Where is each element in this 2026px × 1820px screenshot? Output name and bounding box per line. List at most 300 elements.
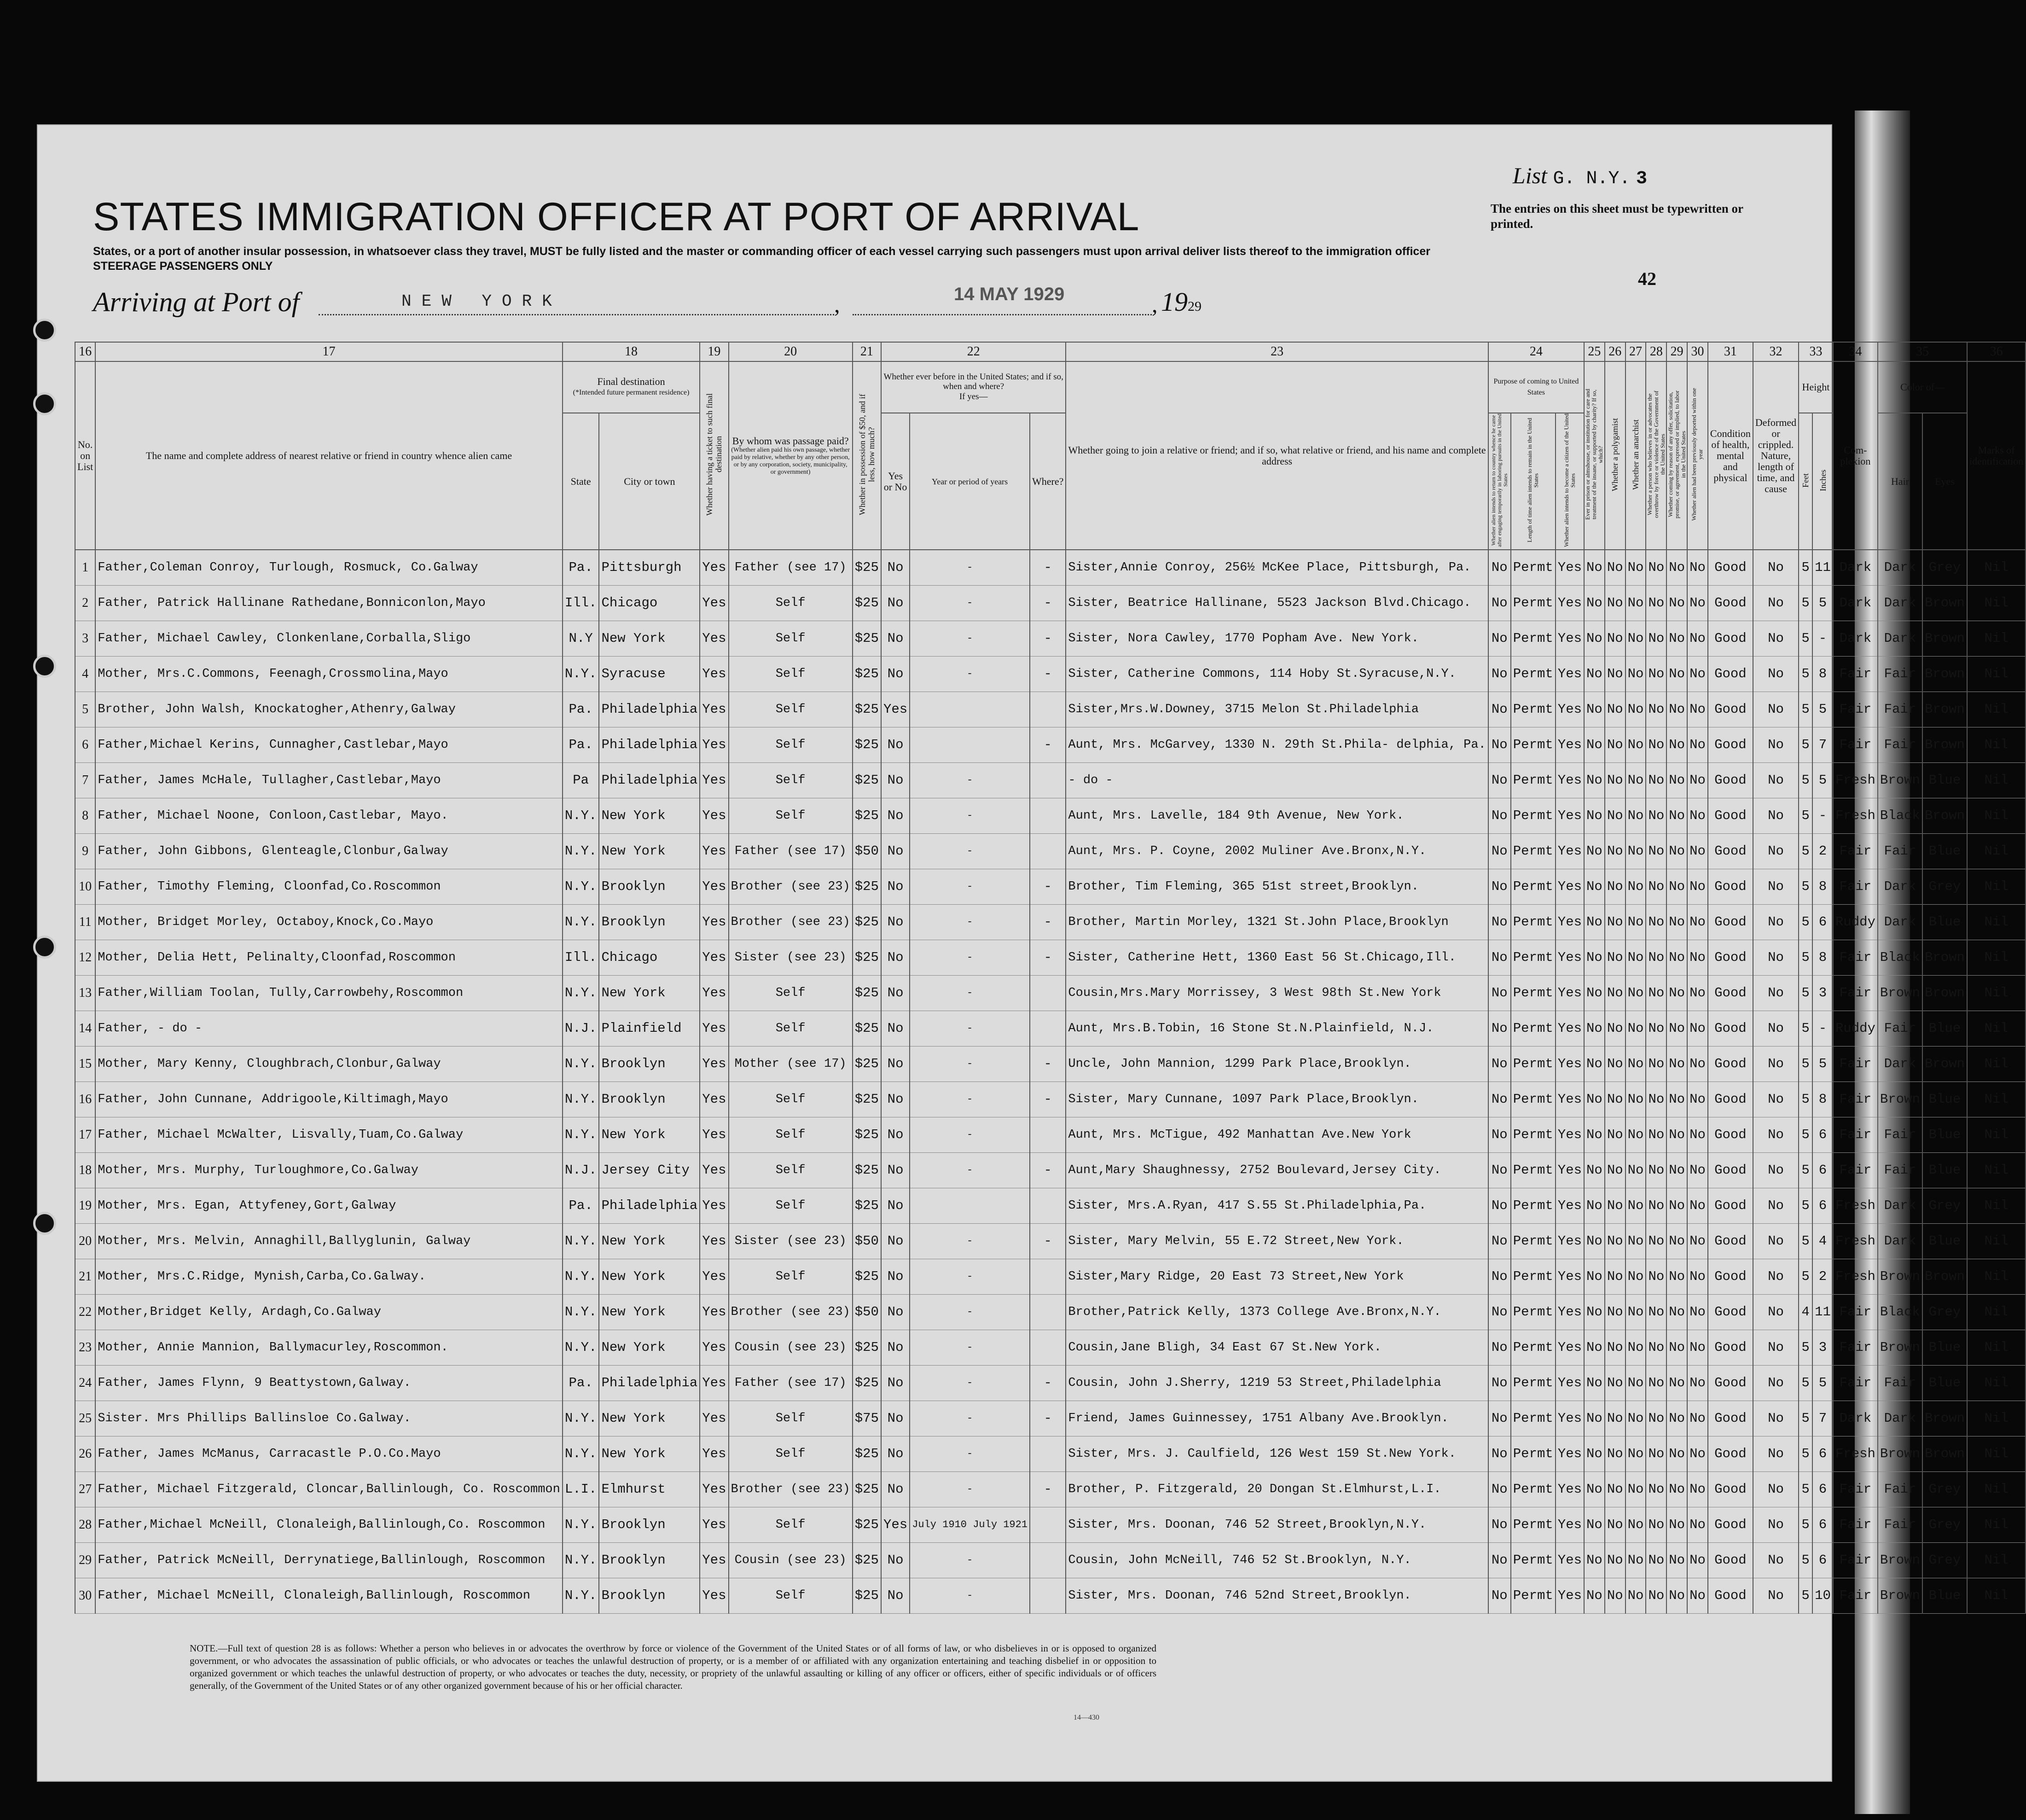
- footnote: NOTE.—Full text of question 28 is as follows: Whether a person who believes in or advocates the overthrow by force or violence of the Government of the United States or of all forms of law, or who disbelieves in or is opposed to organized government, or who advocates the assassination of public officials, or who advocates or teaches the unlawful destruction of property, or is a member of or affiliated with any organization entertaining and teaching disbelief in or opposition to organized government or which teaches the unlawful destruction of property, or who advocates or teaches the duty, necessity, or propriety of the unlawful assaulting or killing of any officer or officers, either of specific individuals or of officers generally, of the Government of the United States or of any other organized government because of his or her official character.: [190, 1643, 1156, 1691]
- hair-cell: Brown: [1878, 1082, 1922, 1117]
- polygamist-cell: No: [1605, 1507, 1625, 1543]
- city-cell: Chicago: [599, 586, 700, 621]
- hair-cell: Dark: [1878, 1224, 1922, 1259]
- eyes-cell: Blue: [1922, 1153, 1967, 1188]
- before-where-cell: [1030, 1295, 1066, 1330]
- complexion-cell: Fresh: [1833, 1188, 1878, 1224]
- city-cell: New York: [599, 976, 700, 1011]
- before-year-cell: -: [910, 621, 1030, 657]
- polygamist-cell: No: [1605, 1472, 1625, 1507]
- joining-cell: Brother, P. Fitzgerald, 20 Dongan St.Elmhurst,L.I.: [1066, 1472, 1488, 1507]
- binder-hole: [33, 936, 56, 959]
- deported-cell: No: [1687, 1436, 1708, 1472]
- q28-cell: No: [1646, 1366, 1666, 1401]
- table-row: [75, 692, 2026, 727]
- before-year-cell: July 1910 July 1921: [910, 1507, 1030, 1543]
- anarchist-cell: No: [1625, 1259, 1646, 1295]
- marks-cell: Nil: [1967, 586, 2026, 621]
- before-year-cell: -: [910, 550, 1030, 586]
- eyes-cell: Blue: [1922, 1366, 1967, 1401]
- joining-cell: Brother,Patrick Kelly, 1373 College Ave.Bronx,N.Y.: [1066, 1295, 1488, 1330]
- anarchist-cell: No: [1625, 1295, 1646, 1330]
- city-cell: New York: [599, 621, 700, 657]
- before-cell: No: [881, 1401, 910, 1436]
- q29-cell: No: [1666, 834, 1687, 869]
- deported-cell: No: [1687, 763, 1708, 798]
- ticket-cell: Yes: [700, 1507, 728, 1543]
- passage-paid-cell: Self: [729, 1401, 853, 1436]
- deported-cell: No: [1687, 1366, 1708, 1401]
- state-cell: Ill.: [563, 586, 599, 621]
- inches-cell: 3: [1812, 976, 1833, 1011]
- length-of-stay-cell: Permt: [1511, 940, 1556, 976]
- header-ticket: [700, 361, 728, 550]
- prison-cell: No: [1584, 1259, 1605, 1295]
- feet-cell: 5: [1799, 1082, 1812, 1117]
- port-line: [319, 314, 834, 315]
- passage-paid-cell: Self: [729, 1436, 853, 1472]
- q28-cell: No: [1646, 1436, 1666, 1472]
- eyes-cell: Grey: [1922, 1295, 1967, 1330]
- hair-cell: Brown: [1878, 763, 1922, 798]
- feet-cell: 5: [1799, 905, 1812, 940]
- return-intent-cell: No: [1488, 1330, 1511, 1366]
- deported-cell: No: [1687, 657, 1708, 692]
- before-year-cell: -: [910, 869, 1030, 905]
- health-cell: Good: [1708, 692, 1753, 727]
- header-return-intent-text: Whether alien intends to return to country whence he came after engaging temporarily in laboring pursuits in the United States: [1490, 413, 1509, 547]
- length-of-stay-cell: Permt: [1511, 1224, 1556, 1259]
- money-cell: $25: [853, 550, 881, 586]
- deformed-cell: No: [1753, 905, 1799, 940]
- return-intent-cell: No: [1488, 1472, 1511, 1507]
- complexion-cell: Fresh: [1833, 798, 1878, 834]
- table-row: [75, 1401, 2026, 1436]
- col-number: 35: [1878, 342, 1967, 361]
- header-health: Condition of health, mental and physical: [1708, 361, 1753, 550]
- state-cell: N.Y.: [563, 905, 599, 940]
- citizen-intent-cell: Yes: [1556, 1330, 1584, 1366]
- row-number: 9: [75, 834, 95, 869]
- passage-paid-cell: Cousin (see 23): [729, 1330, 853, 1366]
- citizen-intent-cell: Yes: [1556, 940, 1584, 976]
- state-cell: Pa.: [563, 550, 599, 586]
- money-cell: $25: [853, 692, 881, 727]
- eyes-cell: Brown: [1922, 727, 1967, 763]
- polygamist-cell: No: [1605, 692, 1625, 727]
- q29-cell: No: [1666, 1259, 1687, 1295]
- before-year-cell: -: [910, 940, 1030, 976]
- return-intent-cell: No: [1488, 1295, 1511, 1330]
- length-of-stay-cell: Permt: [1511, 1082, 1556, 1117]
- feet-cell: 5: [1799, 976, 1812, 1011]
- city-cell: Elmhurst: [599, 1472, 700, 1507]
- health-cell: Good: [1708, 727, 1753, 763]
- feet-cell: 5: [1799, 692, 1812, 727]
- relative-cell: Father, Patrick Hallinane Rathedane,Bonniconlon,Mayo: [95, 586, 563, 621]
- date-stamp: 14 MAY 1929: [954, 284, 1065, 304]
- state-cell: N.Y.: [563, 1259, 599, 1295]
- return-intent-cell: No: [1488, 1082, 1511, 1117]
- marks-cell: Nil: [1967, 1330, 2026, 1366]
- city-cell: Brooklyn: [599, 1543, 700, 1578]
- header-final-destination-title: Final destination: [597, 376, 665, 387]
- eyes-cell: Grey: [1922, 869, 1967, 905]
- col-number: 21: [853, 342, 881, 361]
- deported-cell: No: [1687, 905, 1708, 940]
- prison-cell: No: [1584, 1401, 1605, 1436]
- header-citizen-intent: [1556, 413, 1584, 550]
- feet-cell: 5: [1799, 1330, 1812, 1366]
- before-cell: No: [881, 869, 910, 905]
- deformed-cell: No: [1753, 1366, 1799, 1401]
- q28-cell: No: [1646, 1507, 1666, 1543]
- health-cell: Good: [1708, 586, 1753, 621]
- prison-cell: No: [1584, 834, 1605, 869]
- deported-cell: No: [1687, 1543, 1708, 1578]
- q28-cell: No: [1646, 763, 1666, 798]
- joining-cell: Sister, Mary Cunnane, 1097 Park Place,Brooklyn.: [1066, 1082, 1488, 1117]
- complexion-cell: Fair: [1833, 1330, 1878, 1366]
- inches-cell: 8: [1812, 940, 1833, 976]
- q28-cell: No: [1646, 1401, 1666, 1436]
- manifest-page: [37, 124, 2024, 1782]
- eyes-cell: Blue: [1922, 763, 1967, 798]
- col-number: 30: [1687, 342, 1708, 361]
- joining-cell: Cousin, John J.Sherry, 1219 53 Street,Philadelphia: [1066, 1366, 1488, 1401]
- before-where-cell: [1030, 1259, 1066, 1295]
- before-where-cell: [1030, 1188, 1066, 1224]
- money-cell: $25: [853, 657, 881, 692]
- q29-cell: No: [1666, 763, 1687, 798]
- return-intent-cell: No: [1488, 1578, 1511, 1614]
- marks-cell: Nil: [1967, 834, 2026, 869]
- header-deformed: Deformed or crippled. Nature, length of time, and cause: [1753, 361, 1799, 550]
- joining-cell: Brother, Martin Morley, 1321 St.John Place,Brooklyn: [1066, 905, 1488, 940]
- return-intent-cell: No: [1488, 1543, 1511, 1578]
- hair-cell: Fair: [1878, 727, 1922, 763]
- col-number: 27: [1625, 342, 1646, 361]
- q28-cell: No: [1646, 940, 1666, 976]
- before-cell: No: [881, 621, 910, 657]
- header-inches-text: Inches: [1818, 469, 1828, 491]
- prison-cell: No: [1584, 692, 1605, 727]
- anarchist-cell: No: [1625, 1188, 1646, 1224]
- anarchist-cell: No: [1625, 1401, 1646, 1436]
- binder-hole: [33, 319, 56, 342]
- inches-cell: 7: [1812, 1401, 1833, 1436]
- health-cell: Good: [1708, 834, 1753, 869]
- col-number: 26: [1605, 342, 1625, 361]
- deformed-cell: No: [1753, 692, 1799, 727]
- deported-cell: No: [1687, 1188, 1708, 1224]
- before-year-cell: -: [910, 905, 1030, 940]
- citizen-intent-cell: Yes: [1556, 550, 1584, 586]
- header-anarchist: [1625, 361, 1646, 550]
- feet-cell: 5: [1799, 834, 1812, 869]
- q29-cell: No: [1666, 1578, 1687, 1614]
- before-cell: No: [881, 798, 910, 834]
- before-cell: No: [881, 1295, 910, 1330]
- row-number: 22: [75, 1295, 95, 1330]
- health-cell: Good: [1708, 1578, 1753, 1614]
- health-cell: Good: [1708, 1153, 1753, 1188]
- q28-cell: No: [1646, 1224, 1666, 1259]
- before-cell: No: [881, 905, 910, 940]
- anarchist-cell: No: [1625, 1047, 1646, 1082]
- header-feet: [1799, 413, 1812, 550]
- q28-cell: No: [1646, 621, 1666, 657]
- money-cell: $25: [853, 1472, 881, 1507]
- ticket-cell: Yes: [700, 621, 728, 657]
- eyes-cell: Blue: [1922, 1011, 1967, 1047]
- header-before-in-us-title: Whether ever before in the United States; and if so, when and where?: [883, 372, 1063, 391]
- col-number: 29: [1666, 342, 1687, 361]
- q29-cell: No: [1666, 1153, 1687, 1188]
- money-cell: $25: [853, 1188, 881, 1224]
- prison-cell: No: [1584, 1366, 1605, 1401]
- before-where-cell: [1030, 1330, 1066, 1366]
- health-cell: Good: [1708, 1401, 1753, 1436]
- col-number: 16: [75, 342, 95, 361]
- deported-cell: No: [1687, 1401, 1708, 1436]
- before-where-cell: -: [1030, 586, 1066, 621]
- joining-cell: Aunt, Mrs.B.Tobin, 16 Stone St.N.Plainfield, N.J.: [1066, 1011, 1488, 1047]
- relative-cell: Father, Michael Cawley, Clonkenlane,Corballa,Sligo: [95, 621, 563, 657]
- header-deported: [1687, 361, 1708, 550]
- city-cell: Brooklyn: [599, 1507, 700, 1543]
- prison-cell: No: [1584, 1330, 1605, 1366]
- table-row: [75, 798, 2026, 834]
- joining-cell: Sister, Mary Melvin, 55 E.72 Street,New York.: [1066, 1224, 1488, 1259]
- relative-cell: Sister. Mrs Phillips Ballinsloe Co.Galway.: [95, 1401, 563, 1436]
- return-intent-cell: No: [1488, 905, 1511, 940]
- q28-cell: No: [1646, 834, 1666, 869]
- q29-cell: No: [1666, 976, 1687, 1011]
- q29-cell: No: [1666, 1011, 1687, 1047]
- money-cell: $25: [853, 1436, 881, 1472]
- relative-cell: Father, James McHale, Tullagher,Castlebar,Mayo: [95, 763, 563, 798]
- before-cell: No: [881, 1259, 910, 1295]
- polygamist-cell: No: [1605, 869, 1625, 905]
- before-cell: No: [881, 834, 910, 869]
- before-year-cell: -: [910, 1117, 1030, 1153]
- eyes-cell: Grey: [1922, 1472, 1967, 1507]
- prison-cell: No: [1584, 940, 1605, 976]
- table-row: [75, 727, 2026, 763]
- money-cell: $25: [853, 1543, 881, 1578]
- feet-cell: 5: [1799, 1472, 1812, 1507]
- relative-cell: Mother, Bridget Morley, Octaboy,Knock,Co.Mayo: [95, 905, 563, 940]
- list-label: [1513, 162, 1647, 189]
- row-number: 6: [75, 727, 95, 763]
- row-number: 17: [75, 1117, 95, 1153]
- q29-cell: No: [1666, 621, 1687, 657]
- joining-cell: Uncle, John Mannion, 1299 Park Place,Brooklyn.: [1066, 1047, 1488, 1082]
- money-cell: $50: [853, 1224, 881, 1259]
- polygamist-cell: No: [1605, 1366, 1625, 1401]
- header-state: State: [563, 413, 599, 550]
- joining-cell: Aunt, Mrs. McGarvey, 1330 N. 29th St.Phila- delphia, Pa.: [1066, 727, 1488, 763]
- table-row: [75, 940, 2026, 976]
- row-number: 27: [75, 1472, 95, 1507]
- q28-cell: No: [1646, 657, 1666, 692]
- q28-cell: No: [1646, 1472, 1666, 1507]
- inches-cell: 11: [1812, 1295, 1833, 1330]
- feet-cell: 5: [1799, 1507, 1812, 1543]
- inches-cell: 5: [1812, 1366, 1833, 1401]
- feet-cell: 5: [1799, 1188, 1812, 1224]
- passage-paid-cell: Father (see 17): [729, 550, 853, 586]
- row-number: 28: [75, 1507, 95, 1543]
- length-of-stay-cell: Permt: [1511, 1153, 1556, 1188]
- health-cell: Good: [1708, 1330, 1753, 1366]
- prison-cell: No: [1584, 1011, 1605, 1047]
- deformed-cell: No: [1753, 1330, 1799, 1366]
- date-line: [853, 314, 1152, 315]
- prison-cell: No: [1584, 976, 1605, 1011]
- relative-cell: Father, John Gibbons, Glenteagle,Clonbur,Galway: [95, 834, 563, 869]
- relative-cell: Mother, Mary Kenny, Cloughbrach,Clonbur,Galway: [95, 1047, 563, 1082]
- deported-cell: No: [1687, 798, 1708, 834]
- ticket-cell: Yes: [700, 657, 728, 692]
- complexion-cell: Fair: [1833, 869, 1878, 905]
- anarchist-cell: No: [1625, 621, 1646, 657]
- complexion-cell: Fair: [1833, 1153, 1878, 1188]
- complexion-cell: Fresh: [1833, 1224, 1878, 1259]
- marks-cell: Nil: [1967, 1401, 2026, 1436]
- return-intent-cell: No: [1488, 1117, 1511, 1153]
- col-number: 36: [1967, 342, 2026, 361]
- before-year-cell: -: [910, 1366, 1030, 1401]
- hair-cell: Brown: [1878, 1578, 1922, 1614]
- citizen-intent-cell: Yes: [1556, 1153, 1584, 1188]
- return-intent-cell: No: [1488, 1188, 1511, 1224]
- before-where-cell: -: [1030, 1153, 1066, 1188]
- before-year-cell: [910, 1188, 1030, 1224]
- polygamist-cell: No: [1605, 1047, 1625, 1082]
- hair-cell: Fair: [1878, 692, 1922, 727]
- passage-paid-cell: Father (see 17): [729, 1366, 853, 1401]
- q29-cell: No: [1666, 1330, 1687, 1366]
- inches-cell: 2: [1812, 834, 1833, 869]
- joining-cell: Cousin, John McNeill, 746 52 St.Brooklyn, N.Y.: [1066, 1543, 1488, 1578]
- deformed-cell: No: [1753, 1295, 1799, 1330]
- citizen-intent-cell: Yes: [1556, 1082, 1584, 1117]
- state-cell: Ill.: [563, 940, 599, 976]
- before-where-cell: [1030, 1011, 1066, 1047]
- feet-cell: 5: [1799, 1047, 1812, 1082]
- complexion-cell: Fresh: [1833, 763, 1878, 798]
- marks-cell: Nil: [1967, 1082, 2026, 1117]
- form-code: 14—430: [1074, 1714, 1099, 1721]
- before-where-cell: -: [1030, 1366, 1066, 1401]
- deported-cell: No: [1687, 1578, 1708, 1614]
- relative-cell: Mother, Delia Hett, Pelinalty,Cloonfad,Roscommon: [95, 940, 563, 976]
- table-row: [75, 1472, 2026, 1507]
- before-where-cell: [1030, 692, 1066, 727]
- passage-paid-cell: Self: [729, 1507, 853, 1543]
- return-intent-cell: No: [1488, 1507, 1511, 1543]
- before-year-cell: -: [910, 1047, 1030, 1082]
- health-cell: Good: [1708, 621, 1753, 657]
- health-cell: Good: [1708, 869, 1753, 905]
- deformed-cell: No: [1753, 1117, 1799, 1153]
- hair-cell: Black: [1878, 1295, 1922, 1330]
- before-where-cell: -: [1030, 1401, 1066, 1436]
- health-cell: Good: [1708, 798, 1753, 834]
- complexion-cell: Dark: [1833, 586, 1878, 621]
- before-where-cell: [1030, 1507, 1066, 1543]
- return-intent-cell: No: [1488, 1224, 1511, 1259]
- citizen-intent-cell: Yes: [1556, 692, 1584, 727]
- polygamist-cell: No: [1605, 834, 1625, 869]
- inches-cell: 5: [1812, 692, 1833, 727]
- length-of-stay-cell: Permt: [1511, 1117, 1556, 1153]
- inches-cell: 6: [1812, 905, 1833, 940]
- deformed-cell: No: [1753, 798, 1799, 834]
- before-where-cell: -: [1030, 657, 1066, 692]
- health-cell: Good: [1708, 550, 1753, 586]
- inches-cell: 5: [1812, 763, 1833, 798]
- inches-cell: 10: [1812, 1578, 1833, 1614]
- state-cell: Pa.: [563, 692, 599, 727]
- row-number: 29: [75, 1543, 95, 1578]
- row-number: 25: [75, 1401, 95, 1436]
- feet-cell: 5: [1799, 763, 1812, 798]
- year-prefix: 19: [1161, 287, 1188, 317]
- list-label-text: List: [1512, 163, 1547, 188]
- prison-cell: No: [1584, 798, 1605, 834]
- table-row: [75, 1224, 2026, 1259]
- before-where-cell: [1030, 1543, 1066, 1578]
- polygamist-cell: No: [1605, 727, 1625, 763]
- money-cell: $25: [853, 1153, 881, 1188]
- health-cell: Good: [1708, 1047, 1753, 1082]
- deformed-cell: No: [1753, 1047, 1799, 1082]
- hair-cell: Fair: [1878, 1153, 1922, 1188]
- city-cell: New York: [599, 834, 700, 869]
- passage-paid-cell: Cousin (see 23): [729, 1543, 853, 1578]
- length-of-stay-cell: Permt: [1511, 621, 1556, 657]
- header-money: [853, 361, 881, 550]
- inches-cell: 2: [1812, 1259, 1833, 1295]
- complexion-cell: Fair: [1833, 1117, 1878, 1153]
- anarchist-cell: No: [1625, 586, 1646, 621]
- city-cell: New York: [599, 1295, 700, 1330]
- before-year-cell: -: [910, 586, 1030, 621]
- joining-cell: Sister, Nora Cawley, 1770 Popham Ave. New York.: [1066, 621, 1488, 657]
- marks-cell: Nil: [1967, 1366, 2026, 1401]
- polygamist-cell: No: [1605, 1259, 1625, 1295]
- deformed-cell: No: [1753, 1011, 1799, 1047]
- header-deported-text: Whether alien had been previously deported within one year: [1690, 388, 1704, 521]
- length-of-stay-cell: Permt: [1511, 550, 1556, 586]
- anarchist-cell: No: [1625, 905, 1646, 940]
- inches-cell: 4: [1812, 1224, 1833, 1259]
- anarchist-cell: No: [1625, 763, 1646, 798]
- deported-cell: No: [1687, 1117, 1708, 1153]
- q29-cell: No: [1666, 1366, 1687, 1401]
- q28-cell: No: [1646, 1330, 1666, 1366]
- deported-cell: No: [1687, 1330, 1708, 1366]
- polygamist-cell: No: [1605, 1082, 1625, 1117]
- q29-cell: No: [1666, 1295, 1687, 1330]
- relative-cell: Mother,Bridget Kelly, Ardagh,Co.Galway: [95, 1295, 563, 1330]
- hair-cell: Brown: [1878, 1330, 1922, 1366]
- feet-cell: 5: [1799, 1366, 1812, 1401]
- anarchist-cell: No: [1625, 1436, 1646, 1472]
